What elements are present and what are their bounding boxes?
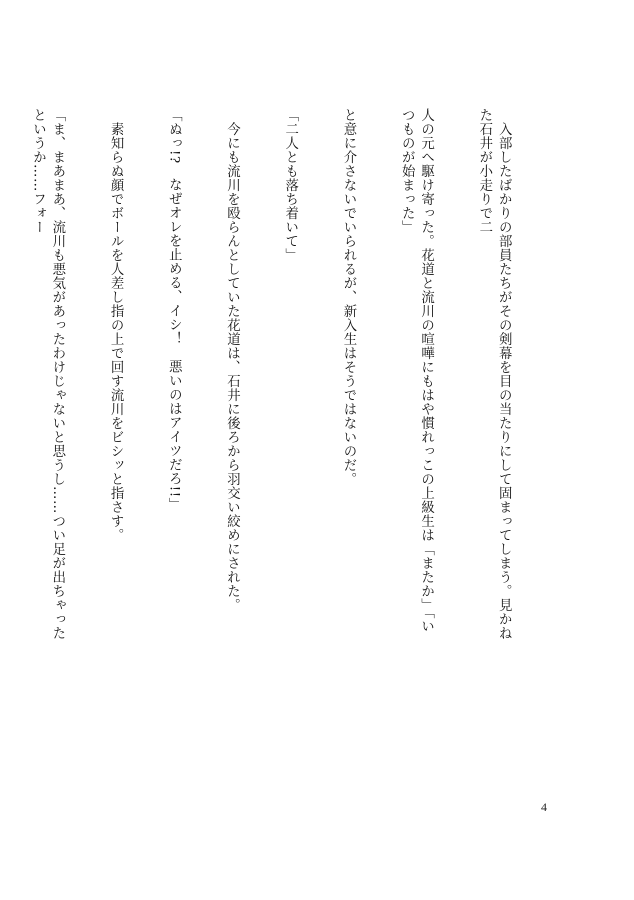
text-line-2: 人の元へ駆け寄った。花道と流川の喧嘩にもはや慣れっこの上級生は「またか」「いつものが始まった」 <box>399 108 434 634</box>
text-line-7: 素知らぬ顔でボールを人差し指の上で回す流川をビシッと指さす。 <box>108 108 124 542</box>
page-number: 4 <box>541 800 547 814</box>
text-line-8: 「ま、まあまあ、流川も悪気があったわけじゃないと思うし……つい足が出ちゃったというか……フォー <box>30 108 65 640</box>
text-line-6: 「ぬっ!? なぜオレを止める、イシ！ 悪いのはアイツだろ!!」 <box>166 108 182 512</box>
text-line-4: 「二人とも落ち着いて」 <box>282 108 298 262</box>
text-line-5: 今にも流川を殴らんとしていた花道は、石井に後ろから羽交い絞めにされた。 <box>224 108 240 612</box>
text-line-1: 入部したばかりの部員たちがその剣幕を目の当たりにして固まってしまう。見かねた石井が小走りで二 <box>476 108 512 640</box>
vertical-text-body <box>30 108 552 643</box>
text-line-3: と意に介さないでいられるが、新入生はそうではないのだ。 <box>340 108 356 486</box>
